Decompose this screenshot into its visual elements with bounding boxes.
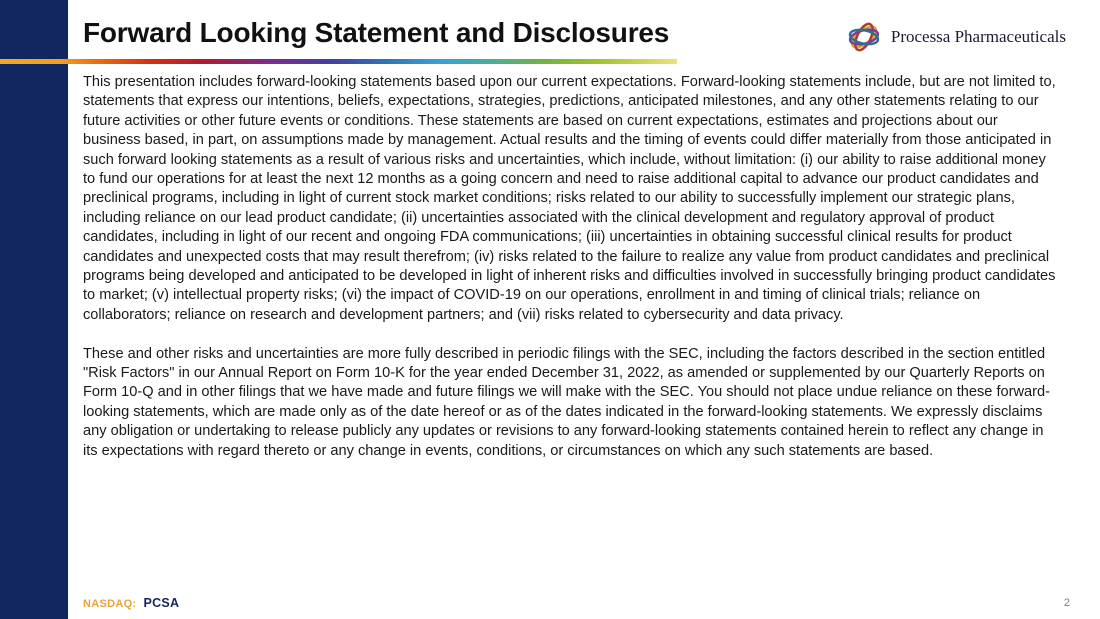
footer-ticker [83, 596, 179, 610]
page-title: Forward Looking Statement and Disclosures [83, 17, 670, 48]
company-logo [843, 18, 1066, 56]
page-number: 2 [1063, 597, 1070, 609]
company-name: Processa Pharmaceuticals [890, 27, 1066, 46]
disclosure-text [83, 73, 1059, 461]
rainbow-divider [0, 59, 677, 64]
logo-rings-icon [843, 18, 885, 56]
disclosure-paragraph-2: These and other risks and uncertainties are more fully described in periodic filings with the SEC, including the factors described in the section entitled "Risk Factors" in our Annual Report on Form 10-K for the year ended December 31, 2022, as amended or supplemented by our Quarterly Reports on Form 10-Q and in other filings that we have made and future filings we will make with the SEC. You should not place undue reliance on these forward-looking statements, which are made only as of the date hereof or as of the dates indicated in the forward-looking statements. We expressly disclaims any obligation or undertaking to release publicly any updates or revisions to any forward-looking statements contained herein to reflect any change in its expectations with regard thereto or any change in events, conditions, or circumstances on which any such statements are based. [83, 345, 1050, 459]
disclosure-paragraph-1: This presentation includes forward-looking statements based upon our current expectations. Forward-looking statements include, but are not limited to, statements that express our intentions, beliefs, expectations, strategies, predictions, anticipated milestones, and any other statements relating to our future activities or other future events or conditions. These statements are based on current expectations, estimates and projections about our business based, in part, on assumptions made by management. Actual results and the timing of events could differ materially from those anticipated in such forward looking statements as a result of various risks and uncertainties, which include, without limitation: (i) our ability to raise additional money to fund our operations for at least the next 12 months as a going concern and need to raise additional capital to advance our product candidates and preclinical programs, including in light of current stock market conditions; risks related to our ability to successfully implement our strategic plans, including reliance on our lead product candidate; (ii) uncertainties associated with the clinical development and regulatory approval of product candidates, including in light of our recent and ongoing FDA communications; (iii) uncertainties in obtaining successful clinical results for product candidates and unexpected costs that may result therefrom; (iv) risks related to the failure to realize any value from product candidates and preclinical programs being developed and anticipated to be developed in light of inherent risks and difficulties involved in successfully bringing product candidates to market; (v) intellectual property risks; (vi) the impact of COVID-19 on our operations, enrollment in and timing of clinical trials; reliance on collaborators; reliance on research and development partners; and (vii) risks related to cybersecurity and data privacy. [83, 74, 1056, 323]
left-accent-bar [0, 0, 68, 619]
nasdaq-label: NASDAQ: [83, 598, 137, 610]
ticker-symbol: PCSA [143, 596, 180, 610]
